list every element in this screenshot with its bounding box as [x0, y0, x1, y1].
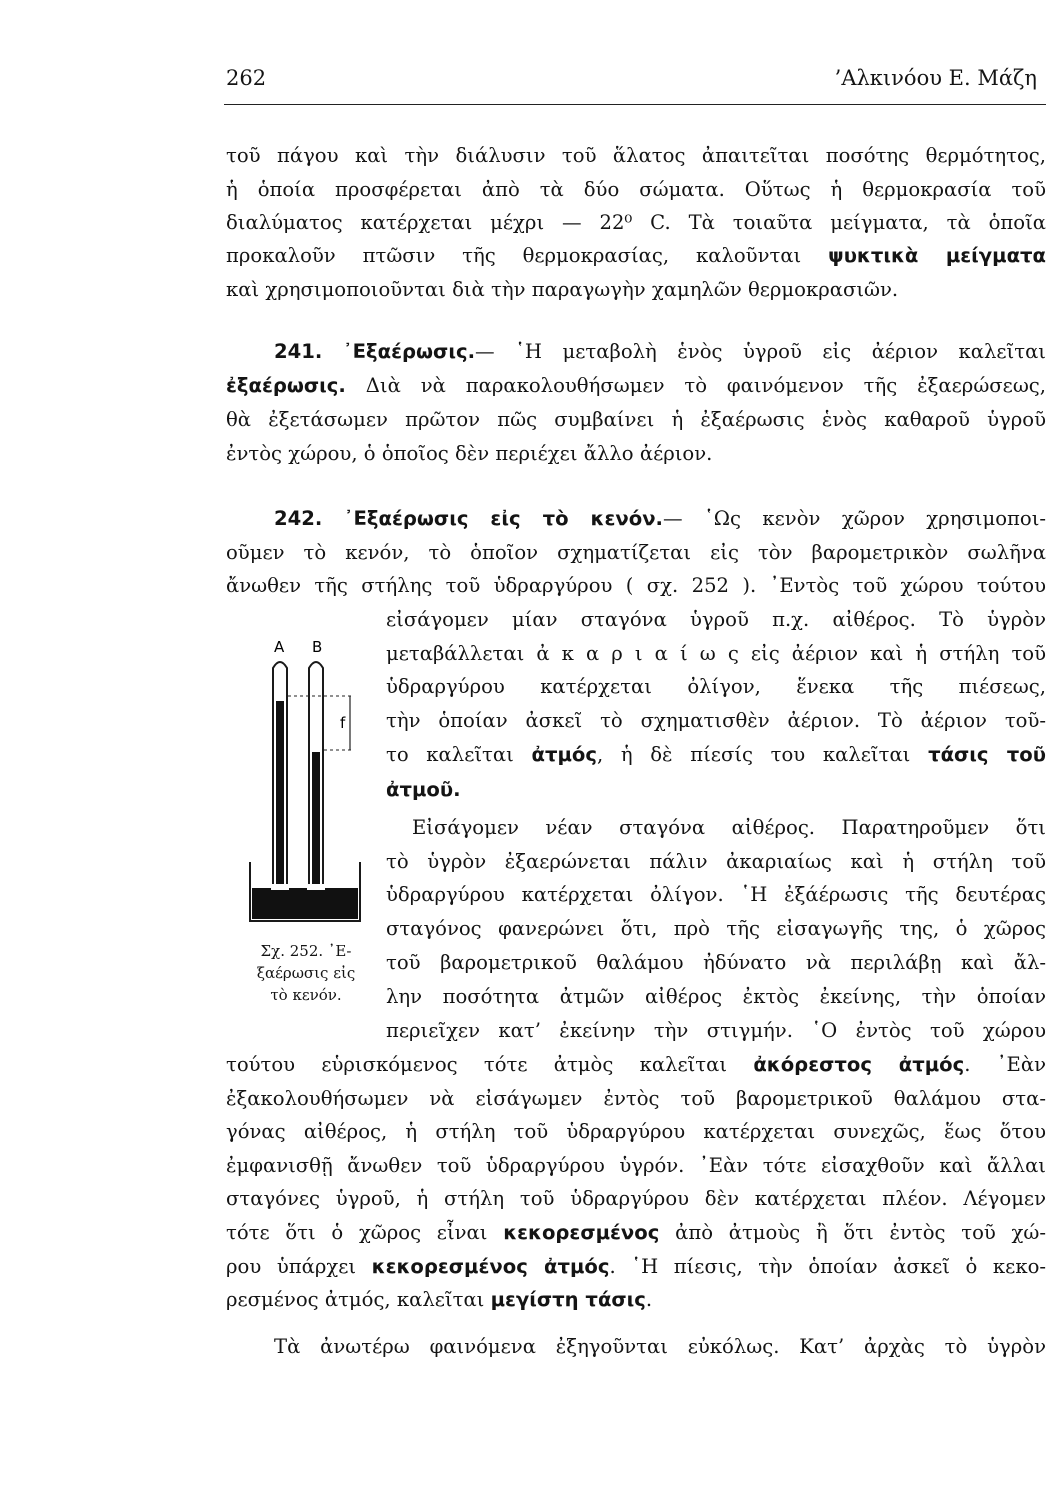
section-241-heading-line — [274, 342, 1046, 362]
section-242-heading-line — [274, 509, 1046, 529]
text-span: , ἡ δὲ πίεσίς του καλεῖται — [596, 743, 911, 766]
text-line: ἡ ὁποία προσφέρεται ἀπὸ τὰ δύο σώματα. Οὕτως ἡ θερμοκρασία τοῦ — [226, 178, 1046, 201]
text-line: λην ποσότητα ἀτμῶν αἰθέρος ἐκτὸς ἐκείνης, τὴν ὁποίαν — [386, 985, 1046, 1008]
text-span: . ᾿Εὰν — [964, 1053, 1046, 1076]
caption-line: Σχ. 252. ᾿Ε- — [260, 942, 352, 960]
section-number: 241. — [274, 340, 323, 363]
text-line: Τὰ ἀνωτέρω φαινόμενα ἐξηγοῦνται εὐκόλως. Κατ’ ἀρχὰς τὸ ὑγρὸν — [274, 1335, 1046, 1358]
text-line — [226, 1290, 652, 1310]
text-line: σταγόνος φανερώνει ὅτι, πρὸ τῆς εἰσαγωγῆς της, ὁ χῶρος — [386, 917, 1046, 940]
text-span: ρου ὑπάρχει — [226, 1255, 357, 1278]
text-line: θὰ ἐξετάσωμεν πρῶτον πῶς συμβαίνει ἡ ἐξαέρωσις ἑνὸς καθαροῦ ὑγροῦ — [226, 408, 1046, 431]
text-span: ρεσμένος ἀτμός, καλεῖται — [226, 1288, 485, 1311]
text-span: τότε ὅτι ὁ χῶρος εἶναι — [226, 1221, 488, 1244]
text-line — [386, 745, 1046, 765]
section-number: 242. — [274, 507, 323, 530]
text-line: ἐξακολουθήσωμεν νὰ εἰσάγωμεν ἐντὸς τοῦ βαρομετρικοῦ θαλάμου στα- — [226, 1087, 1046, 1110]
text-span: τούτου εὑρισκόμενος τότε ἀτμὸς καλεῖται — [226, 1053, 728, 1076]
bold-term: ἀτμοῦ. — [386, 778, 461, 801]
text-line — [226, 1257, 1046, 1277]
tube-b-label: B — [312, 638, 323, 656]
text-line: τὴν ὁποίαν ἀσκεῖ τὸ σχηματισθὲν ἀέριον. Τὸ ἀέριον τοῦ- — [386, 709, 1046, 732]
tube-a-label: A — [274, 638, 285, 656]
text-line: Εἰσάγομεν νέαν σταγόνα αἰθέρος. Παρατηροῦμεν ὅτι — [412, 816, 1046, 839]
page-number: 262 — [226, 66, 267, 90]
text-line: περιεῖχεν κατ’ ἐκείνην τὴν στιγμήν. ῾Ο ἐντὸς τοῦ χώρου — [386, 1019, 1046, 1042]
text-line: οῦμεν τὸ κενόν, τὸ ὁποῖον σχηματίζεται εἰς τὸν βαρομετρικὸν σωλῆνα — [226, 541, 1046, 564]
bold-term: ἐξαέρωσις. — [226, 374, 346, 397]
text-line — [226, 1223, 1046, 1243]
text-line: ὑδραργύρου κατέρχεται ὀλίγον. ῾Η ἐξάέρωσις τῆς δευτέρας — [386, 883, 1046, 906]
bold-term: μεγίστη τάσις — [490, 1288, 646, 1311]
bold-term: τάσις τοῦ — [928, 743, 1047, 766]
text-span: ἀπὸ ἀτμοὺς ἢ ὅτι ἐντὸς τοῦ χώ- — [675, 1221, 1046, 1244]
text-line: γόνας αἰθέρος, ἡ στήλη τοῦ ὑδραργύρου κατέρχεται συνεχῶς, ἕως ὅτου — [226, 1120, 1046, 1143]
text-line: σταγόνες ὑγροῦ, ἡ στήλη τοῦ ὑδραργύρου δὲν κατέρχεται πλέον. Λέγομεν — [226, 1187, 1046, 1210]
tube-a-mouth — [271, 884, 289, 890]
text-line: ὑδραργύρου κατέρχεται ὀλίγον, ἕνεκα τῆς πιέσεως, — [386, 675, 1046, 698]
text-span: . ῾Η πίεσις, τὴν ὁποίαν ἀσκεῖ ὁ κεκο- — [609, 1255, 1046, 1278]
text-line — [226, 246, 1046, 266]
tube-a-mercury — [276, 701, 284, 886]
text-line: ἐντὸς χώρου, ὁ ὁποῖος δὲν περιέχει ἄλλο ἀέριον. — [226, 442, 713, 465]
caption-line: τὸ κενόν. — [270, 986, 342, 1004]
text-line: τὸ ὑγρὸν ἐξαερώνεται πάλιν ἀκαριαίως καὶ ἡ στήλη τοῦ — [386, 850, 1046, 873]
caption-line: ξαέρωσις εἰς — [256, 964, 356, 982]
text-line: τοῦ πάγου καὶ τὴν διάλυσιν τοῦ ἅλατος ἀπαιτεῖται ποσότης θερμότητος, — [226, 144, 1046, 167]
barometer-figure — [236, 636, 386, 926]
bold-term: ἀτμός — [531, 743, 597, 766]
text-span: — ῾Ως κενὸν χῶρον χρησιμοποι- — [662, 507, 1046, 530]
text-span: — ῾Η μεταβολὴ ἑνὸς ὑγροῦ εἰς ἀέριον καλεῖται — [475, 340, 1046, 363]
bold-term: κεκορεσμένος — [503, 1221, 660, 1244]
trough-mercury — [252, 888, 358, 919]
text-line — [226, 376, 1046, 396]
bold-term: ψυκτικὰ μείγματα — [828, 244, 1047, 267]
text-line: διαλύματος κατέρχεται μέχρι — 22⁰ C. Τὰ τοιαῦτα μείγματα, τὰ ὁποῖα — [226, 211, 1046, 234]
text-line: ἐμφανισθῇ ἄνωθεν τοῦ ὑδραργύρου ὑγρόν. ᾿Εὰν τότε εἰσαχθοῦν καὶ ἄλλαι — [226, 1154, 1046, 1177]
bold-term: ἀκόρεστος ἀτμός — [753, 1053, 965, 1076]
text-line: μεταβάλλεται ἀ κ α ρ ι α ί ω ς εἰς ἀέριον καὶ ἡ στήλη τοῦ — [386, 642, 1046, 665]
text-span: το καλεῖται — [386, 743, 514, 766]
text-span: . — [645, 1288, 653, 1311]
text-line: καὶ χρησιμοποιοῦνται διὰ τὴν παραγωγὴν χαμηλῶν θερμοκρασιῶν. — [226, 278, 899, 301]
figure-caption — [226, 940, 386, 1006]
page-header — [226, 66, 1037, 96]
running-head: ’Αλκινόου Ε. Μάζη — [834, 66, 1037, 90]
text-line: εἰσάγομεν μίαν σταγόνα ὑγροῦ π.χ. αἰθέρος. Τὸ ὑγρὸν — [386, 608, 1046, 631]
text-span: προκαλοῦν πτῶσιν τῆς θερμοκρασίας, καλοῦνται — [226, 244, 802, 267]
text-line — [386, 780, 461, 800]
tube-b-mercury — [312, 752, 320, 886]
text-span: Διὰ νὰ παρακολουθήσωμεν τὸ φαινόμενον τῆς ἐξαερώσεως, — [365, 374, 1046, 397]
text-line: τοῦ βαρομετρικοῦ θαλάμου ἠδύνατο νὰ περιλάβῃ καὶ ἄλ- — [386, 951, 1046, 974]
text-line: ἄνωθεν τῆς στήλης τοῦ ὑδραργύρου ( σχ. 252 ). ᾿Εντὸς τοῦ χώρου τούτου — [226, 574, 1046, 597]
header-rule — [224, 104, 1046, 105]
section-title: ᾿Εξαέρωσις. — [342, 340, 476, 363]
text-line — [226, 1055, 1046, 1075]
bold-term: κεκορεσμένος ἀτμός — [371, 1255, 610, 1278]
height-difference-label: f — [340, 714, 346, 732]
tube-b-mouth — [307, 884, 325, 890]
section-title: ᾿Εξαέρωσις εἰς τὸ κενόν. — [343, 507, 663, 530]
